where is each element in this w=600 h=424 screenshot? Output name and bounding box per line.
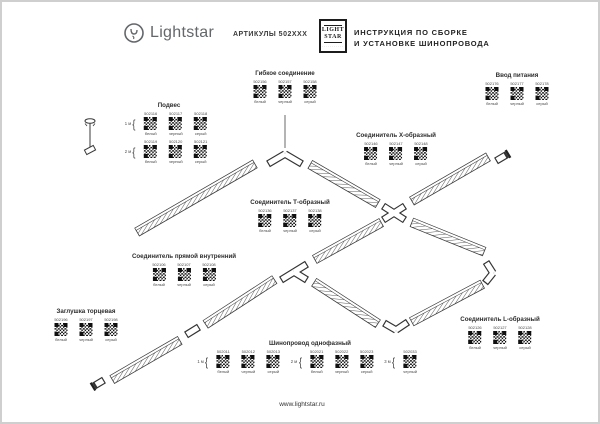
color-label: серый — [536, 101, 548, 106]
group-rows — [463, 325, 538, 350]
qr-row — [480, 81, 555, 106]
articles-label: АРТИКУЛЫ 502ХХХ — [233, 31, 308, 38]
article-item — [163, 139, 188, 164]
article-item — [188, 111, 213, 136]
row-length-text: 1 м — [124, 121, 132, 126]
color-label: черный — [79, 337, 93, 342]
group-rows — [197, 349, 422, 374]
brace-glyph: { — [391, 354, 396, 369]
article-number: 502012 — [241, 349, 255, 354]
article-item — [384, 141, 409, 166]
qr-code — [365, 147, 378, 160]
qr-code — [242, 355, 255, 368]
qr-code — [55, 323, 68, 336]
qr-row — [291, 349, 379, 374]
article-item — [530, 81, 555, 106]
article-number: 502196 — [54, 317, 68, 322]
group-title: Шинопровод однофазный — [269, 340, 351, 347]
article-number: 502022 — [335, 349, 349, 354]
color-label: серый — [415, 161, 427, 166]
end-cap-shape — [92, 380, 104, 387]
row-length-text: 2 м — [124, 149, 132, 154]
article-item — [163, 111, 188, 136]
article-number: 502146 — [364, 141, 378, 146]
track-segment — [410, 218, 486, 256]
group-track — [197, 340, 422, 374]
article-item — [505, 81, 530, 106]
brand-name: Lightstar — [150, 24, 215, 41]
t-connector-shape — [281, 264, 307, 280]
qr-code — [415, 147, 428, 160]
badge-word-star: STAR — [324, 34, 342, 40]
color-label: черный — [403, 369, 418, 374]
article-number: 502023 — [360, 349, 374, 354]
group-l-connector — [460, 316, 540, 350]
group-rows — [125, 111, 213, 164]
article-number: 502121 — [194, 139, 208, 144]
color-label: серый — [360, 369, 373, 374]
group-title: Гибкое соединение — [255, 70, 315, 77]
color-label: черный — [493, 345, 507, 350]
article-number: 502118 — [194, 111, 208, 116]
qr-code — [259, 214, 272, 227]
group-title: Заглушка торцевая — [56, 308, 116, 315]
article-item — [138, 111, 163, 136]
color-label: черный — [168, 131, 183, 136]
article-item — [354, 349, 379, 374]
group-rows — [147, 262, 222, 287]
article-item — [304, 349, 329, 374]
color-label: черный — [177, 282, 191, 287]
color-label: серый — [309, 228, 321, 233]
article-number: 502157 — [278, 79, 292, 84]
badge-smallprint: ··········· — [322, 44, 344, 48]
website-url: www.lightstar.ru — [279, 401, 325, 408]
group-title: Соединитель Х-образный — [356, 132, 436, 139]
group-podves — [125, 102, 213, 164]
row-length-text: 3 м — [384, 359, 391, 364]
color-label: черный — [278, 99, 292, 104]
brace-glyph: { — [132, 144, 136, 159]
group-t-connector — [250, 199, 330, 233]
article-number: 502177 — [510, 81, 524, 86]
qr-code — [404, 355, 417, 368]
color-label: черный — [389, 161, 403, 166]
qr-code — [178, 268, 191, 281]
color-label: серый — [194, 159, 207, 164]
color-label: черный — [168, 159, 183, 164]
article-item — [398, 349, 423, 374]
track-segment — [110, 337, 182, 384]
article-item — [74, 317, 99, 342]
article-number: 502137 — [283, 208, 297, 213]
power-input-endcap-shape — [496, 153, 509, 161]
brace-glyph: { — [205, 354, 209, 369]
qr-code — [304, 85, 317, 98]
qr-code — [486, 87, 499, 100]
qr-code — [310, 355, 323, 368]
color-label: черный — [510, 101, 524, 106]
x-connector-shape — [383, 206, 405, 220]
qr-code — [194, 145, 207, 158]
article-number: 502136 — [258, 208, 272, 213]
qr-code — [309, 214, 322, 227]
article-item — [236, 349, 261, 374]
article-number: 502127 — [493, 325, 507, 330]
article-item — [303, 208, 328, 233]
qr-code — [105, 323, 118, 336]
article-item — [359, 141, 384, 166]
color-label: белый — [310, 369, 323, 374]
article-item — [188, 139, 213, 164]
qr-code — [279, 85, 292, 98]
color-label: черный — [334, 369, 349, 374]
article-number: 502197 — [79, 317, 93, 322]
article-number: 502013 — [266, 349, 280, 354]
qr-code — [284, 214, 297, 227]
qr-code — [203, 268, 216, 281]
brace-glyph: { — [298, 354, 302, 369]
article-item — [211, 349, 236, 374]
article-item — [147, 262, 172, 287]
qr-row — [463, 325, 538, 350]
article-number: 502119 — [144, 139, 158, 144]
color-label: белый — [259, 228, 271, 233]
article-number: 502148 — [414, 141, 428, 146]
color-label: серый — [519, 345, 531, 350]
document-title-line1: ИНСТРУКЦИЯ ПО СБОРКЕ — [354, 28, 468, 37]
qr-row — [125, 111, 213, 136]
qr-code — [536, 87, 549, 100]
article-item — [273, 79, 298, 104]
row-length-label — [125, 145, 136, 159]
qr-code — [335, 355, 348, 368]
group-flexible-connector — [248, 70, 323, 104]
article-item — [248, 79, 273, 104]
qr-code — [169, 117, 182, 130]
qr-code — [194, 117, 207, 130]
article-number: 502156 — [253, 79, 267, 84]
article-number: 502176 — [485, 81, 499, 86]
article-number: 502120 — [169, 139, 183, 144]
group-end-cap — [49, 308, 124, 342]
qr-code — [360, 355, 373, 368]
color-label: серый — [304, 99, 316, 104]
article-number: 502106 — [152, 262, 166, 267]
track-segment — [135, 160, 257, 236]
article-item — [513, 325, 538, 350]
qr-row — [49, 317, 124, 342]
article-item — [49, 317, 74, 342]
article-number: 502128 — [518, 325, 532, 330]
color-label: белый — [153, 282, 165, 287]
article-number: 502138 — [308, 208, 322, 213]
article-number: 502158 — [303, 79, 317, 84]
qr-code — [469, 331, 482, 344]
badge-word-light: LIGHT — [321, 27, 345, 33]
color-label: серый — [203, 282, 215, 287]
qr-code — [217, 355, 230, 368]
qr-row — [253, 208, 328, 233]
qr-code — [494, 331, 507, 344]
l-connector-shape — [485, 262, 493, 283]
color-label: серый — [194, 131, 207, 136]
color-label: белый — [254, 99, 266, 104]
article-item — [488, 325, 513, 350]
group-title: Подвес — [157, 102, 181, 109]
color-label: серый — [267, 369, 280, 374]
qr-row — [197, 349, 285, 374]
qr-row — [147, 262, 222, 287]
article-number: 502116 — [144, 111, 158, 116]
color-label: серый — [105, 337, 117, 342]
row-length-text: 2 м — [290, 359, 298, 364]
qr-code — [144, 117, 157, 130]
color-label: белый — [55, 337, 67, 342]
row-length-label — [197, 355, 208, 369]
qr-code — [80, 323, 93, 336]
flexible-connector-shape — [268, 154, 302, 164]
group-straight-connector — [132, 253, 236, 287]
article-number: 502107 — [177, 262, 191, 267]
group-rows — [49, 317, 124, 342]
group-rows — [248, 79, 323, 104]
color-label: белый — [144, 159, 157, 164]
article-item — [138, 139, 163, 164]
article-number: 502147 — [389, 141, 403, 146]
group-rows — [480, 81, 555, 106]
qr-row — [125, 139, 213, 164]
qr-code — [511, 87, 524, 100]
color-label: белый — [144, 131, 157, 136]
qr-code — [254, 85, 267, 98]
article-number: 502021 — [310, 349, 324, 354]
suspension-hanger-drawing — [84, 119, 95, 155]
article-item — [463, 325, 488, 350]
color-label: белый — [486, 101, 498, 106]
qr-row — [248, 79, 323, 104]
group-rows — [359, 141, 434, 166]
article-item — [409, 141, 434, 166]
group-title: Ввод питания — [495, 72, 539, 79]
row-length-label — [384, 355, 395, 369]
color-label: белый — [469, 345, 481, 350]
qr-code — [390, 147, 403, 160]
track-segment — [312, 279, 381, 328]
brace-glyph: { — [132, 116, 136, 131]
article-item — [261, 349, 286, 374]
article-item — [329, 349, 354, 374]
qr-code — [267, 355, 280, 368]
article-number: 502108 — [202, 262, 216, 267]
article-number: 502033 — [403, 349, 417, 354]
group-title: Соединитель Т-образный — [250, 199, 330, 206]
qr-code — [169, 145, 182, 158]
article-item — [172, 262, 197, 287]
qr-row — [359, 141, 434, 166]
qr-row — [384, 349, 422, 374]
article-item — [480, 81, 505, 106]
group-rows — [253, 208, 328, 233]
color-label: черный — [283, 228, 297, 233]
row-length-label — [291, 355, 302, 369]
article-number: 502198 — [104, 317, 118, 322]
color-label: белый — [365, 161, 377, 166]
row-length-text: 1 м — [197, 359, 204, 364]
article-number: 502178 — [535, 81, 549, 86]
article-item — [197, 262, 222, 287]
group-power-input — [480, 72, 555, 106]
corner-connector-bottom-shape — [384, 322, 408, 330]
qr-code — [153, 268, 166, 281]
article-item — [278, 208, 303, 233]
group-title: Соединитель прямой внутренний — [131, 253, 237, 260]
article-number: 502117 — [169, 111, 183, 116]
document-title-line2: И УСТАНОВКЕ ШИНОПРОВОДА — [354, 39, 490, 48]
article-item — [253, 208, 278, 233]
group-x-connector — [356, 132, 436, 166]
article-number: 502126 — [468, 325, 482, 330]
color-label: черный — [241, 369, 256, 374]
qr-code — [144, 145, 157, 158]
article-item — [298, 79, 323, 104]
group-title: Соединитель L-образный — [460, 316, 540, 323]
row-length-label — [125, 117, 136, 131]
article-item — [99, 317, 124, 342]
qr-code — [519, 331, 532, 344]
article-number: 502011 — [216, 349, 230, 354]
color-label: белый — [217, 369, 230, 374]
straight-connector-shape — [186, 327, 199, 335]
